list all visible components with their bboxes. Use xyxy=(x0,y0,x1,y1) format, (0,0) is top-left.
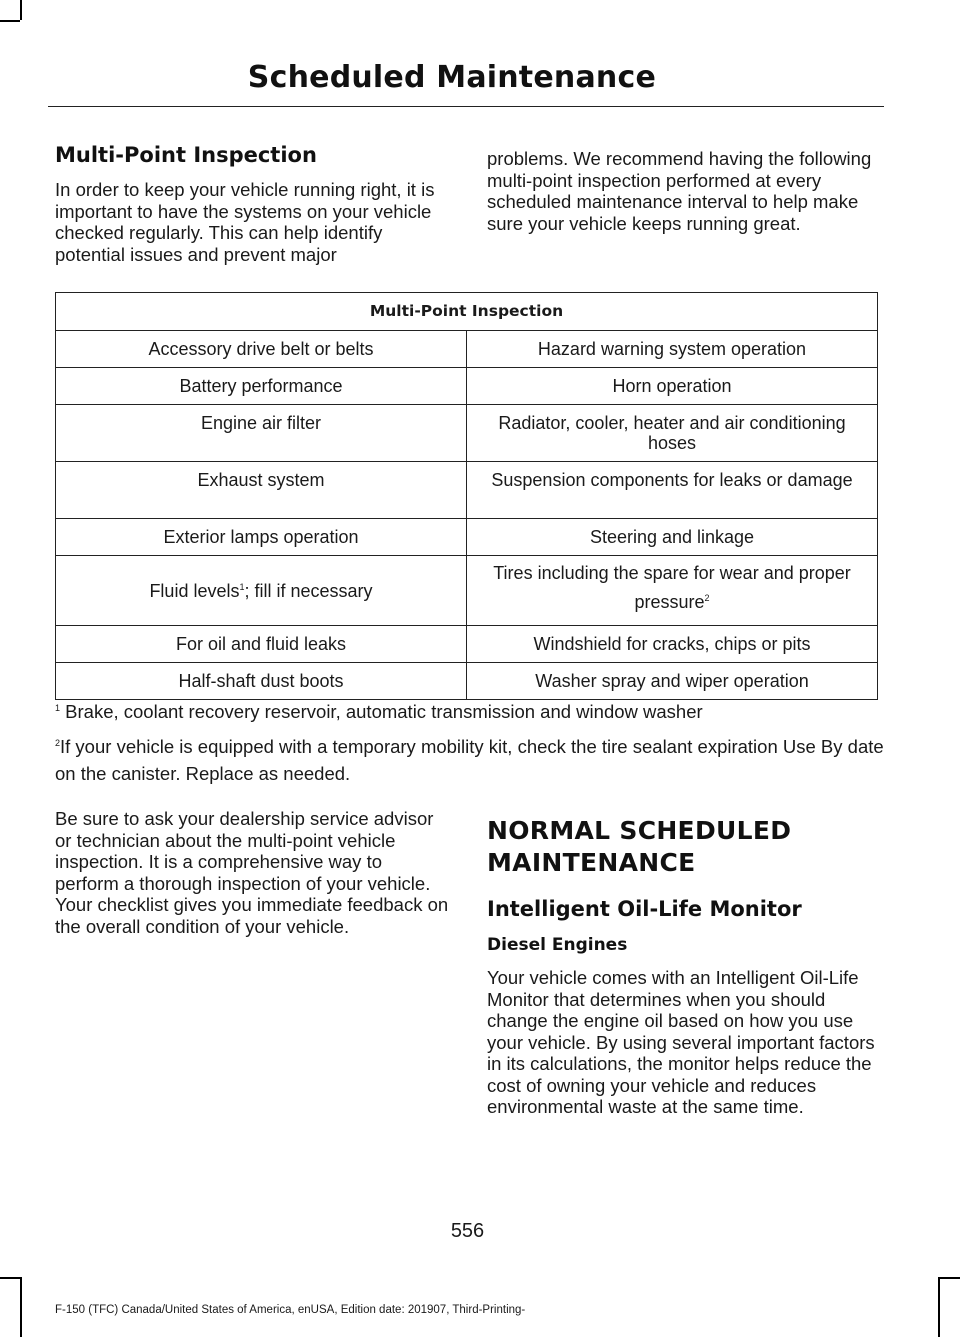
footnote-text: If your vehicle is equipped with a temporary mobility kit, check the tire sealant expiration Use By date on the canister. Replace as needed. xyxy=(55,736,884,784)
crop-mark-top-left xyxy=(20,0,22,20)
table-row xyxy=(56,368,878,405)
table-cell-right: Suspension components for leaks or damage xyxy=(467,462,878,519)
table-cell-right: Steering and linkage xyxy=(467,519,878,556)
table-row xyxy=(56,663,878,700)
table-row xyxy=(56,331,878,368)
page-number: 556 xyxy=(450,1220,485,1242)
table-cell-right: Windshield for cracks, chips or pits xyxy=(467,626,878,663)
intro-paragraph-left: In order to keep your vehicle running right, it is important to have the systems on your vehicle checked regularly. This can help identify potential issues and prevent major xyxy=(55,179,435,265)
table-cell-left xyxy=(56,556,467,626)
table-cell-right xyxy=(467,556,878,626)
crop-mark-bottom-left-h xyxy=(0,1277,20,1279)
table-row xyxy=(56,462,878,519)
section-heading: Multi-Point Inspection xyxy=(55,143,317,167)
footnote-mark: 1 xyxy=(55,703,61,713)
crop-mark-bottom-right xyxy=(938,1277,940,1337)
inspection-table xyxy=(55,292,878,700)
footnote-1 xyxy=(55,700,885,724)
crop-mark-top-left-h xyxy=(0,20,20,22)
cell-text: Tires including the spare for wear and proper pressure xyxy=(493,563,851,612)
footnote-text: Brake, coolant recovery reservoir, automatic transmission and window washer xyxy=(60,701,703,722)
header-divider xyxy=(48,106,884,107)
table-cell-right: Radiator, cooler, heater and air conditioning hoses xyxy=(467,405,878,462)
crop-mark-bottom-left xyxy=(20,1277,22,1337)
table-row xyxy=(56,405,878,462)
table-cell-left: Engine air filter xyxy=(56,405,467,462)
table-header-row xyxy=(56,293,878,331)
table-cell-left: Half-shaft dust boots xyxy=(56,663,467,700)
oil-life-monitor-heading: Intelligent Oil-Life Monitor xyxy=(487,897,802,921)
table-cell-left: Battery performance xyxy=(56,368,467,405)
intro-paragraph-right: problems. We recommend having the following multi-point inspection performed at every scheduled maintenance interval to help make sure your vehicle keeps running great. xyxy=(487,148,872,234)
intro-right-column xyxy=(487,148,882,234)
table-row xyxy=(56,556,878,626)
table-cell-right: Horn operation xyxy=(467,368,878,405)
crop-mark-bottom-right-h xyxy=(938,1277,960,1279)
footnote-ref: 2 xyxy=(704,593,710,603)
table-row xyxy=(56,519,878,556)
normal-maintenance-heading: NORMAL SCHEDULED MAINTENANCE xyxy=(487,816,792,877)
edition-line: F-150 (TFC) Canada/United States of America, enUSA, Edition date: 201907, Third-Printing- xyxy=(55,1304,526,1316)
footnote-2 xyxy=(55,733,885,787)
cell-text: Fluid levels xyxy=(149,580,240,601)
lower-right-column xyxy=(487,815,882,1118)
intro-left-column xyxy=(55,143,450,265)
table-row xyxy=(56,626,878,663)
table-cell-left: Accessory drive belt or belts xyxy=(56,331,467,368)
cell-text-suffix: ; fill if necessary xyxy=(244,580,373,601)
oil-life-paragraph: Your vehicle comes with an Intelligent Oil-Life Monitor that determines when you should change the engine oil based on how you use your vehicle. By using several important factors in its calculations, the monitor helps reduce the cost of owning your vehicle and reduces environmental waste at the same time. xyxy=(487,967,875,1117)
table-cell-left: Exhaust system xyxy=(56,462,467,519)
table-title: Multi-Point Inspection xyxy=(56,293,878,331)
table-cell-left: For oil and fluid leaks xyxy=(56,626,467,663)
diesel-engines-heading: Diesel Engines xyxy=(487,935,628,955)
lower-left-column xyxy=(55,808,450,937)
page-header-title: Scheduled Maintenance xyxy=(247,60,656,95)
footnote-ref: 1 xyxy=(239,581,245,592)
table-cell-right: Hazard warning system operation xyxy=(467,331,878,368)
table-cell-right: Washer spray and wiper operation xyxy=(467,663,878,700)
dealer-advice-paragraph: Be sure to ask your dealership service advisor or technician about the multi-point vehicle inspection. It is a comprehensive way to perform a thorough inspection of your vehicle. Your checklist gives you immediate feedback on the overall condition of your vehicle. xyxy=(55,808,449,937)
table-cell-left: Exterior lamps operation xyxy=(56,519,467,556)
footnote-mark: 2 xyxy=(55,738,61,748)
